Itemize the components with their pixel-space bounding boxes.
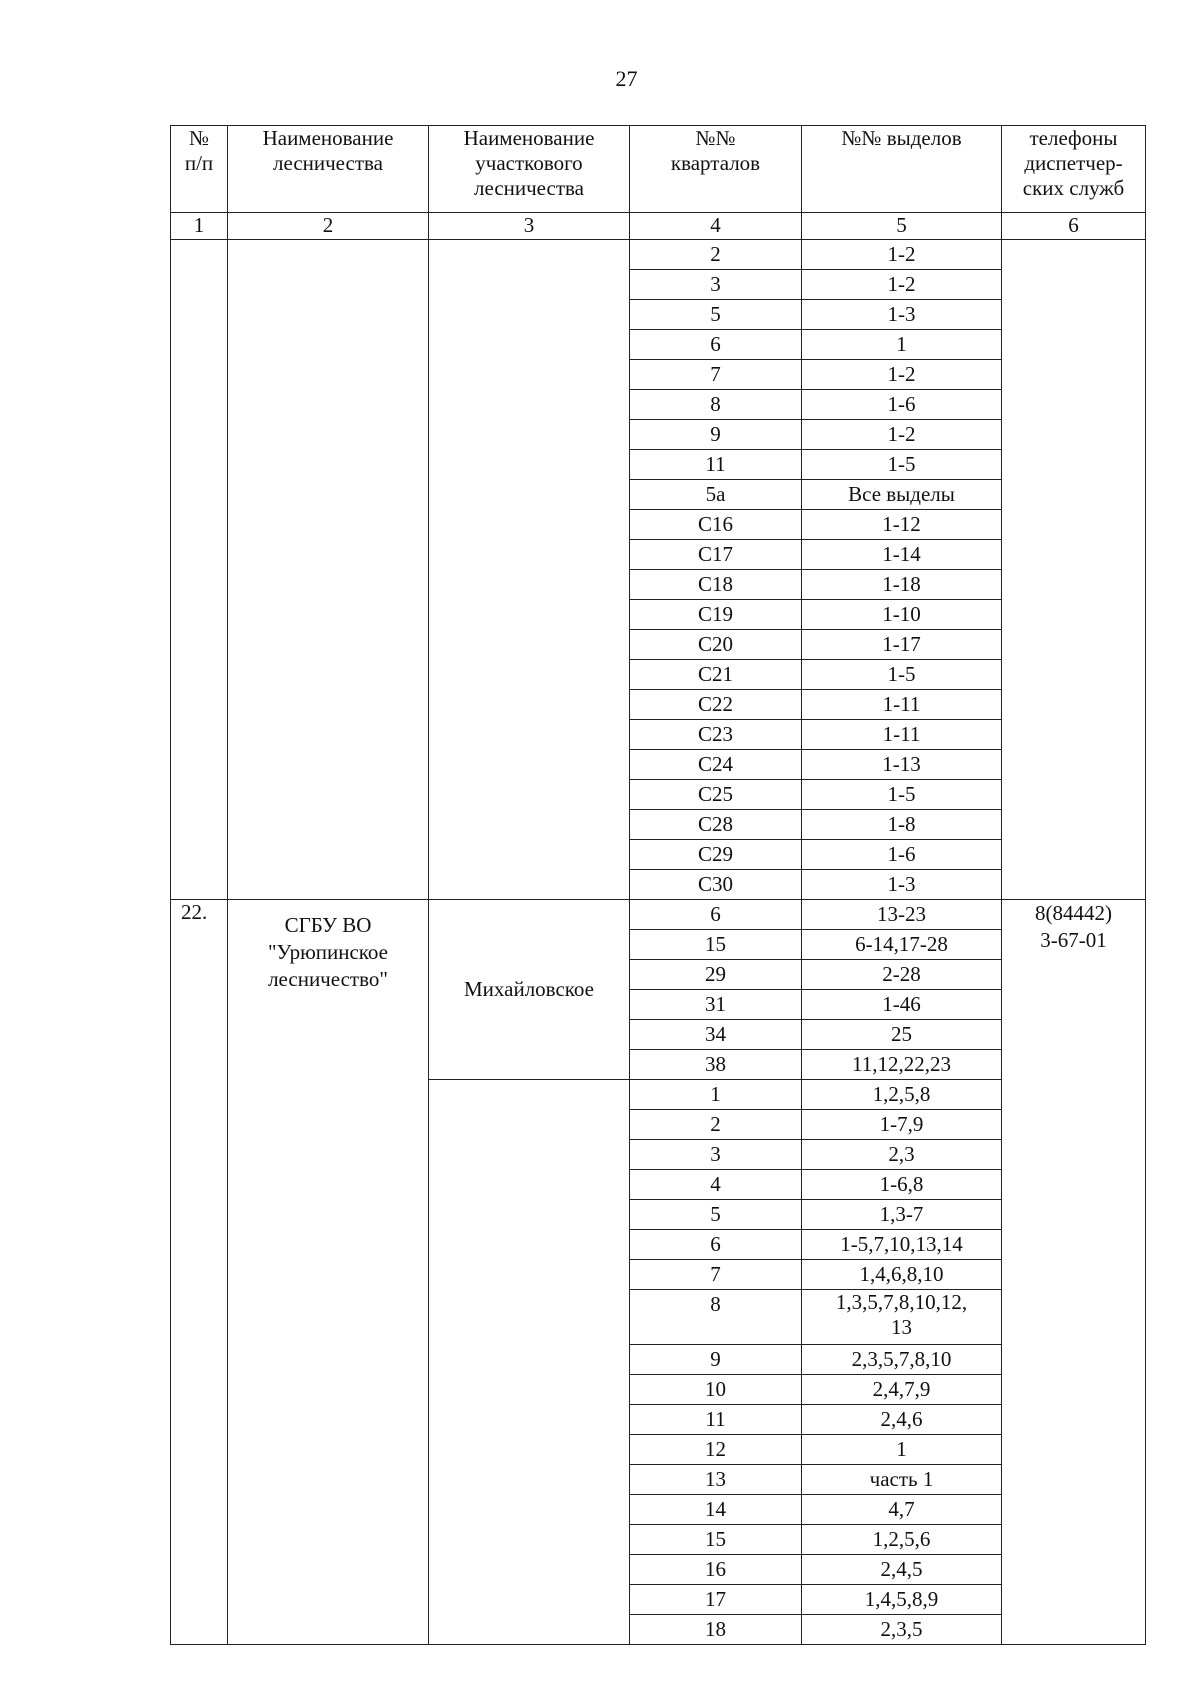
quarter-cell: 13: [630, 1465, 802, 1495]
quarter-cell: 6: [630, 900, 802, 930]
allotment-cell: 1,3-7: [802, 1200, 1002, 1230]
quarter-cell: 7: [630, 360, 802, 390]
quarter-cell: 15: [630, 930, 802, 960]
allotment-cell: 6-14,17-28: [802, 930, 1002, 960]
quarter-cell: 4: [630, 1170, 802, 1200]
allotment-cell: 1-6,8: [802, 1170, 1002, 1200]
quarter-cell: С25: [630, 780, 802, 810]
quarter-cell: С17: [630, 540, 802, 570]
quarter-cell: 1: [630, 1080, 802, 1110]
allotment-cell: 2,4,6: [802, 1405, 1002, 1435]
forestry-name: СГБУ ВО "Урюпинское лесничество": [228, 900, 429, 1645]
quarter-cell: 31: [630, 990, 802, 1020]
quarter-cell: 8: [630, 1290, 802, 1345]
allotment-cell: 1-13: [802, 750, 1002, 780]
header-forestry: Наименование лесничества: [228, 126, 429, 213]
quarter-cell: 3: [630, 270, 802, 300]
district-cell-empty: [429, 1080, 630, 1645]
quarter-cell: 6: [630, 1230, 802, 1260]
column-number: 3: [429, 213, 630, 240]
quarter-cell: 5: [630, 1200, 802, 1230]
quarter-cell: С24: [630, 750, 802, 780]
allotment-cell: 25: [802, 1020, 1002, 1050]
allotment-cell: 1,2,5,8: [802, 1080, 1002, 1110]
quarter-cell: 16: [630, 1555, 802, 1585]
header-phones: телефоны диспетчер- ских служб: [1002, 126, 1146, 213]
district-forestry-name: Михайловское: [429, 900, 630, 1080]
forestry-cell-empty: [228, 240, 429, 900]
quarter-cell: 2: [630, 1110, 802, 1140]
district-cell-empty: [429, 240, 630, 900]
allotment-cell: 2,4,7,9: [802, 1375, 1002, 1405]
allotment-cell: 2,3,5,7,8,10: [802, 1345, 1002, 1375]
quarter-cell: С20: [630, 630, 802, 660]
header-allotments: №№ выделов: [802, 126, 1002, 213]
quarter-cell: С29: [630, 840, 802, 870]
quarter-cell: 11: [630, 1405, 802, 1435]
quarter-cell: С18: [630, 570, 802, 600]
allotment-cell: 1-2: [802, 240, 1002, 270]
allotment-cell: 1-6: [802, 390, 1002, 420]
allotment-cell: 1: [802, 1435, 1002, 1465]
quarter-cell: 38: [630, 1050, 802, 1080]
quarter-cell: 7: [630, 1260, 802, 1290]
phone-cell-empty: [1002, 240, 1146, 900]
allotment-cell: 1-2: [802, 270, 1002, 300]
allotment-cell: 1-3: [802, 300, 1002, 330]
quarter-cell: 34: [630, 1020, 802, 1050]
allotment-cell: 1-10: [802, 600, 1002, 630]
column-number: 6: [1002, 213, 1146, 240]
allotment-cell: 2,3: [802, 1140, 1002, 1170]
quarter-cell: С21: [630, 660, 802, 690]
quarter-cell: 12: [630, 1435, 802, 1465]
allotment-cell: 13-23: [802, 900, 1002, 930]
quarter-cell: С28: [630, 810, 802, 840]
quarter-cell: 9: [630, 1345, 802, 1375]
dispatch-phone: 8(84442) 3-67-01: [1002, 900, 1146, 1645]
allotment-cell: 1-11: [802, 690, 1002, 720]
allotment-cell: 1-8: [802, 810, 1002, 840]
quarter-cell: С22: [630, 690, 802, 720]
allotment-cell: 1: [802, 330, 1002, 360]
allotment-cell: 2,3,5: [802, 1615, 1002, 1645]
quarter-cell: 9: [630, 420, 802, 450]
allotment-cell: 1,2,5,6: [802, 1525, 1002, 1555]
allotment-cell: 1-18: [802, 570, 1002, 600]
allotment-cell: 1,4,5,8,9: [802, 1585, 1002, 1615]
allotment-cell: 1-3: [802, 870, 1002, 900]
quarter-cell: С23: [630, 720, 802, 750]
allotment-cell: 2-28: [802, 960, 1002, 990]
allotment-cell: 1-5: [802, 450, 1002, 480]
allotment-cell: 1,4,6,8,10: [802, 1260, 1002, 1290]
quarter-cell: 11: [630, 450, 802, 480]
allotment-cell: 1-6: [802, 840, 1002, 870]
quarter-cell: 5: [630, 300, 802, 330]
quarter-cell: 6: [630, 330, 802, 360]
table-header-row: [171, 126, 1146, 213]
forestry-table: [170, 125, 1146, 1645]
allotment-cell: 1-2: [802, 360, 1002, 390]
allotment-cell: 1-7,9: [802, 1110, 1002, 1140]
quarter-cell: 15: [630, 1525, 802, 1555]
column-number: 5: [802, 213, 1002, 240]
header-quarters: №№ кварталов: [630, 126, 802, 213]
allotment-cell: 1-14: [802, 540, 1002, 570]
quarter-cell: 10: [630, 1375, 802, 1405]
allotment-cell: 2,4,5: [802, 1555, 1002, 1585]
entry-number: 22.: [171, 900, 228, 1645]
allotment-cell: 1-5: [802, 660, 1002, 690]
page-number: 27: [615, 66, 638, 91]
allotment-cell: 1-5,7,10,13,14: [802, 1230, 1002, 1260]
allotment-cell: 1,3,5,7,8,10,12, 13: [802, 1290, 1002, 1345]
quarter-cell: 8: [630, 390, 802, 420]
allotment-cell: 1-5: [802, 780, 1002, 810]
quarter-cell: С30: [630, 870, 802, 900]
quarter-cell: 14: [630, 1495, 802, 1525]
allotment-cell: 1-46: [802, 990, 1002, 1020]
quarter-cell: 5а: [630, 480, 802, 510]
quarter-cell: 17: [630, 1585, 802, 1615]
column-number: 4: [630, 213, 802, 240]
allotment-cell: 1-12: [802, 510, 1002, 540]
allotment-cell: 11,12,22,23: [802, 1050, 1002, 1080]
header-district-forestry: Наименование участкового лесничества: [429, 126, 630, 213]
allotment-cell: 1-11: [802, 720, 1002, 750]
allotment-cell: часть 1: [802, 1465, 1002, 1495]
allotment-cell: 1-2: [802, 420, 1002, 450]
quarter-cell: С16: [630, 510, 802, 540]
table-row: [171, 240, 1146, 270]
column-number: 2: [228, 213, 429, 240]
quarter-cell: С19: [630, 600, 802, 630]
table-row: [171, 900, 1146, 930]
quarter-cell: 3: [630, 1140, 802, 1170]
quarter-cell: 18: [630, 1615, 802, 1645]
allotment-cell: 1-17: [802, 630, 1002, 660]
allotment-cell: 4,7: [802, 1495, 1002, 1525]
quarter-cell: 29: [630, 960, 802, 990]
quarter-cell: 2: [630, 240, 802, 270]
allotment-cell: Все выделы: [802, 480, 1002, 510]
number-cell-empty: [171, 240, 228, 900]
header-number: № п/п: [171, 126, 228, 213]
column-number-row: [171, 213, 1146, 240]
column-number: 1: [171, 213, 228, 240]
